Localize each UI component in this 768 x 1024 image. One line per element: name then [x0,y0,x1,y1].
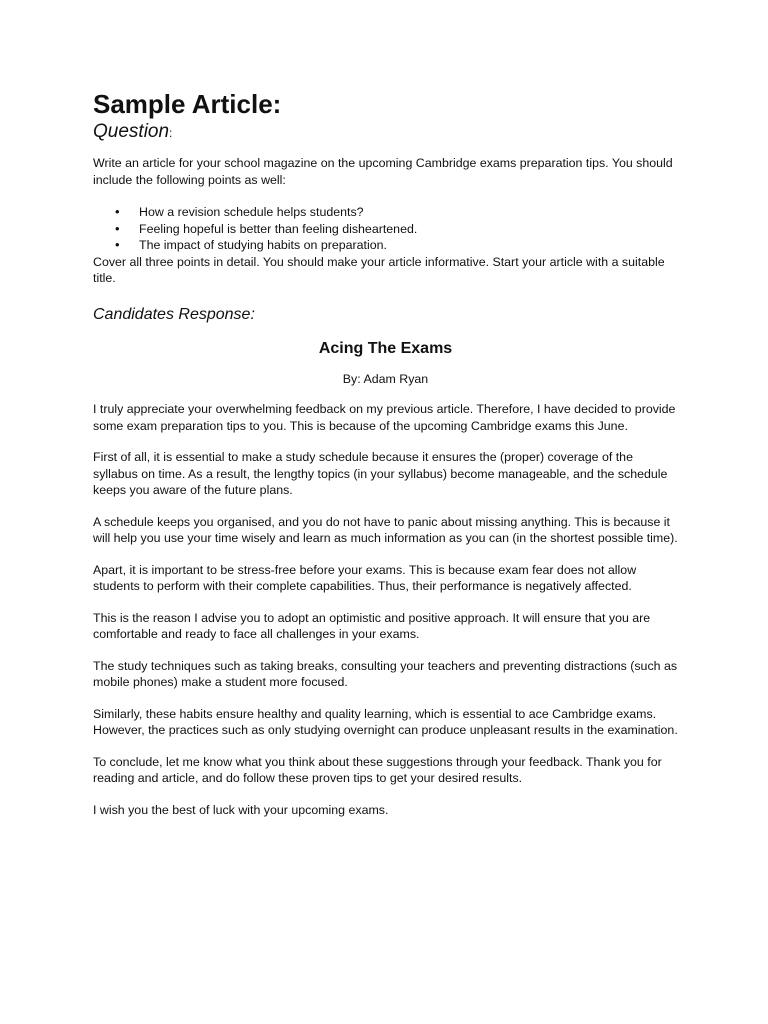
bullet-item-feeling-hopeful: • Feeling hopeful is better than feeling disheartened. [93,221,678,238]
question-prompt: Write an article for your school magazine on the upcoming Cambridge exams preparation tips. You should include the following points as well: [93,156,673,187]
candidates-response-heading: Candidates Response: [93,305,255,323]
article-paragraph: First of all, it is essential to make a study schedule because it ensures the (proper) coverage of the syllabus on time. As a result, the lengthy topics (in your syllabus) become manageable, and the schedule keeps you aware of the future plans. [93,450,668,497]
article-paragraph: A schedule keeps you organised, and you do not have to panic about missing anything. This is because it will help you use your time wisely and learn as much information as you can (in the shortest possible time). [93,514,678,545]
document-title: Sample Article: [93,89,282,119]
question-heading [93,120,678,145]
bullet-item-revision-schedule: • How a revision schedule helps students? [93,204,678,221]
question-bullet-list [93,204,678,254]
article-paragraph: To conclude, let me know what you think about these suggestions through your feedback. Thank you for reading and article, and do follow these proven tips to get your desired results. [93,754,662,785]
question-label: Question [93,121,170,142]
bullet-item-studying-habits: • The impact of studying habits on preparation. [93,237,678,254]
article-title: Acing The Exams [318,339,453,357]
article-paragraph: I wish you the best of luck with your upcoming exams. [93,802,389,817]
document-page [93,88,678,833]
article-paragraph: I truly appreciate your overwhelming feedback on my previous article. Therefore, I have decided to provide some exam preparation tips to you. This is because of the upcoming Cambridge exams this June. [93,402,676,433]
article-paragraph: Similarly, these habits ensure healthy and quality learning, which is essential to ace Cambridge exams. However, the practices such as only studying overnight can produce unpleasant results in the examination. [93,706,678,737]
article-byline: By: Adam Ryan [342,371,429,386]
question-colon: : [169,126,173,140]
question-instruction: Cover all three points in detail. You should make your article informative. Start your article with a suitable title. [93,254,665,285]
article-paragraph: Apart, it is important to be stress-free before your exams. This is because exam fear does not allow students to perform with their complete capabilities. Thus, their performance is negatively affected. [93,562,637,593]
article-paragraph: The study techniques such as taking breaks, consulting your teachers and preventing distractions (such as mobile phones) make a student more focused. [93,658,678,689]
article-body [93,401,678,818]
article-paragraph: This is the reason I advise you to adopt an optimistic and positive approach. It will ensure that you are comfortable and ready to face all challenges in your exams. [93,610,651,641]
